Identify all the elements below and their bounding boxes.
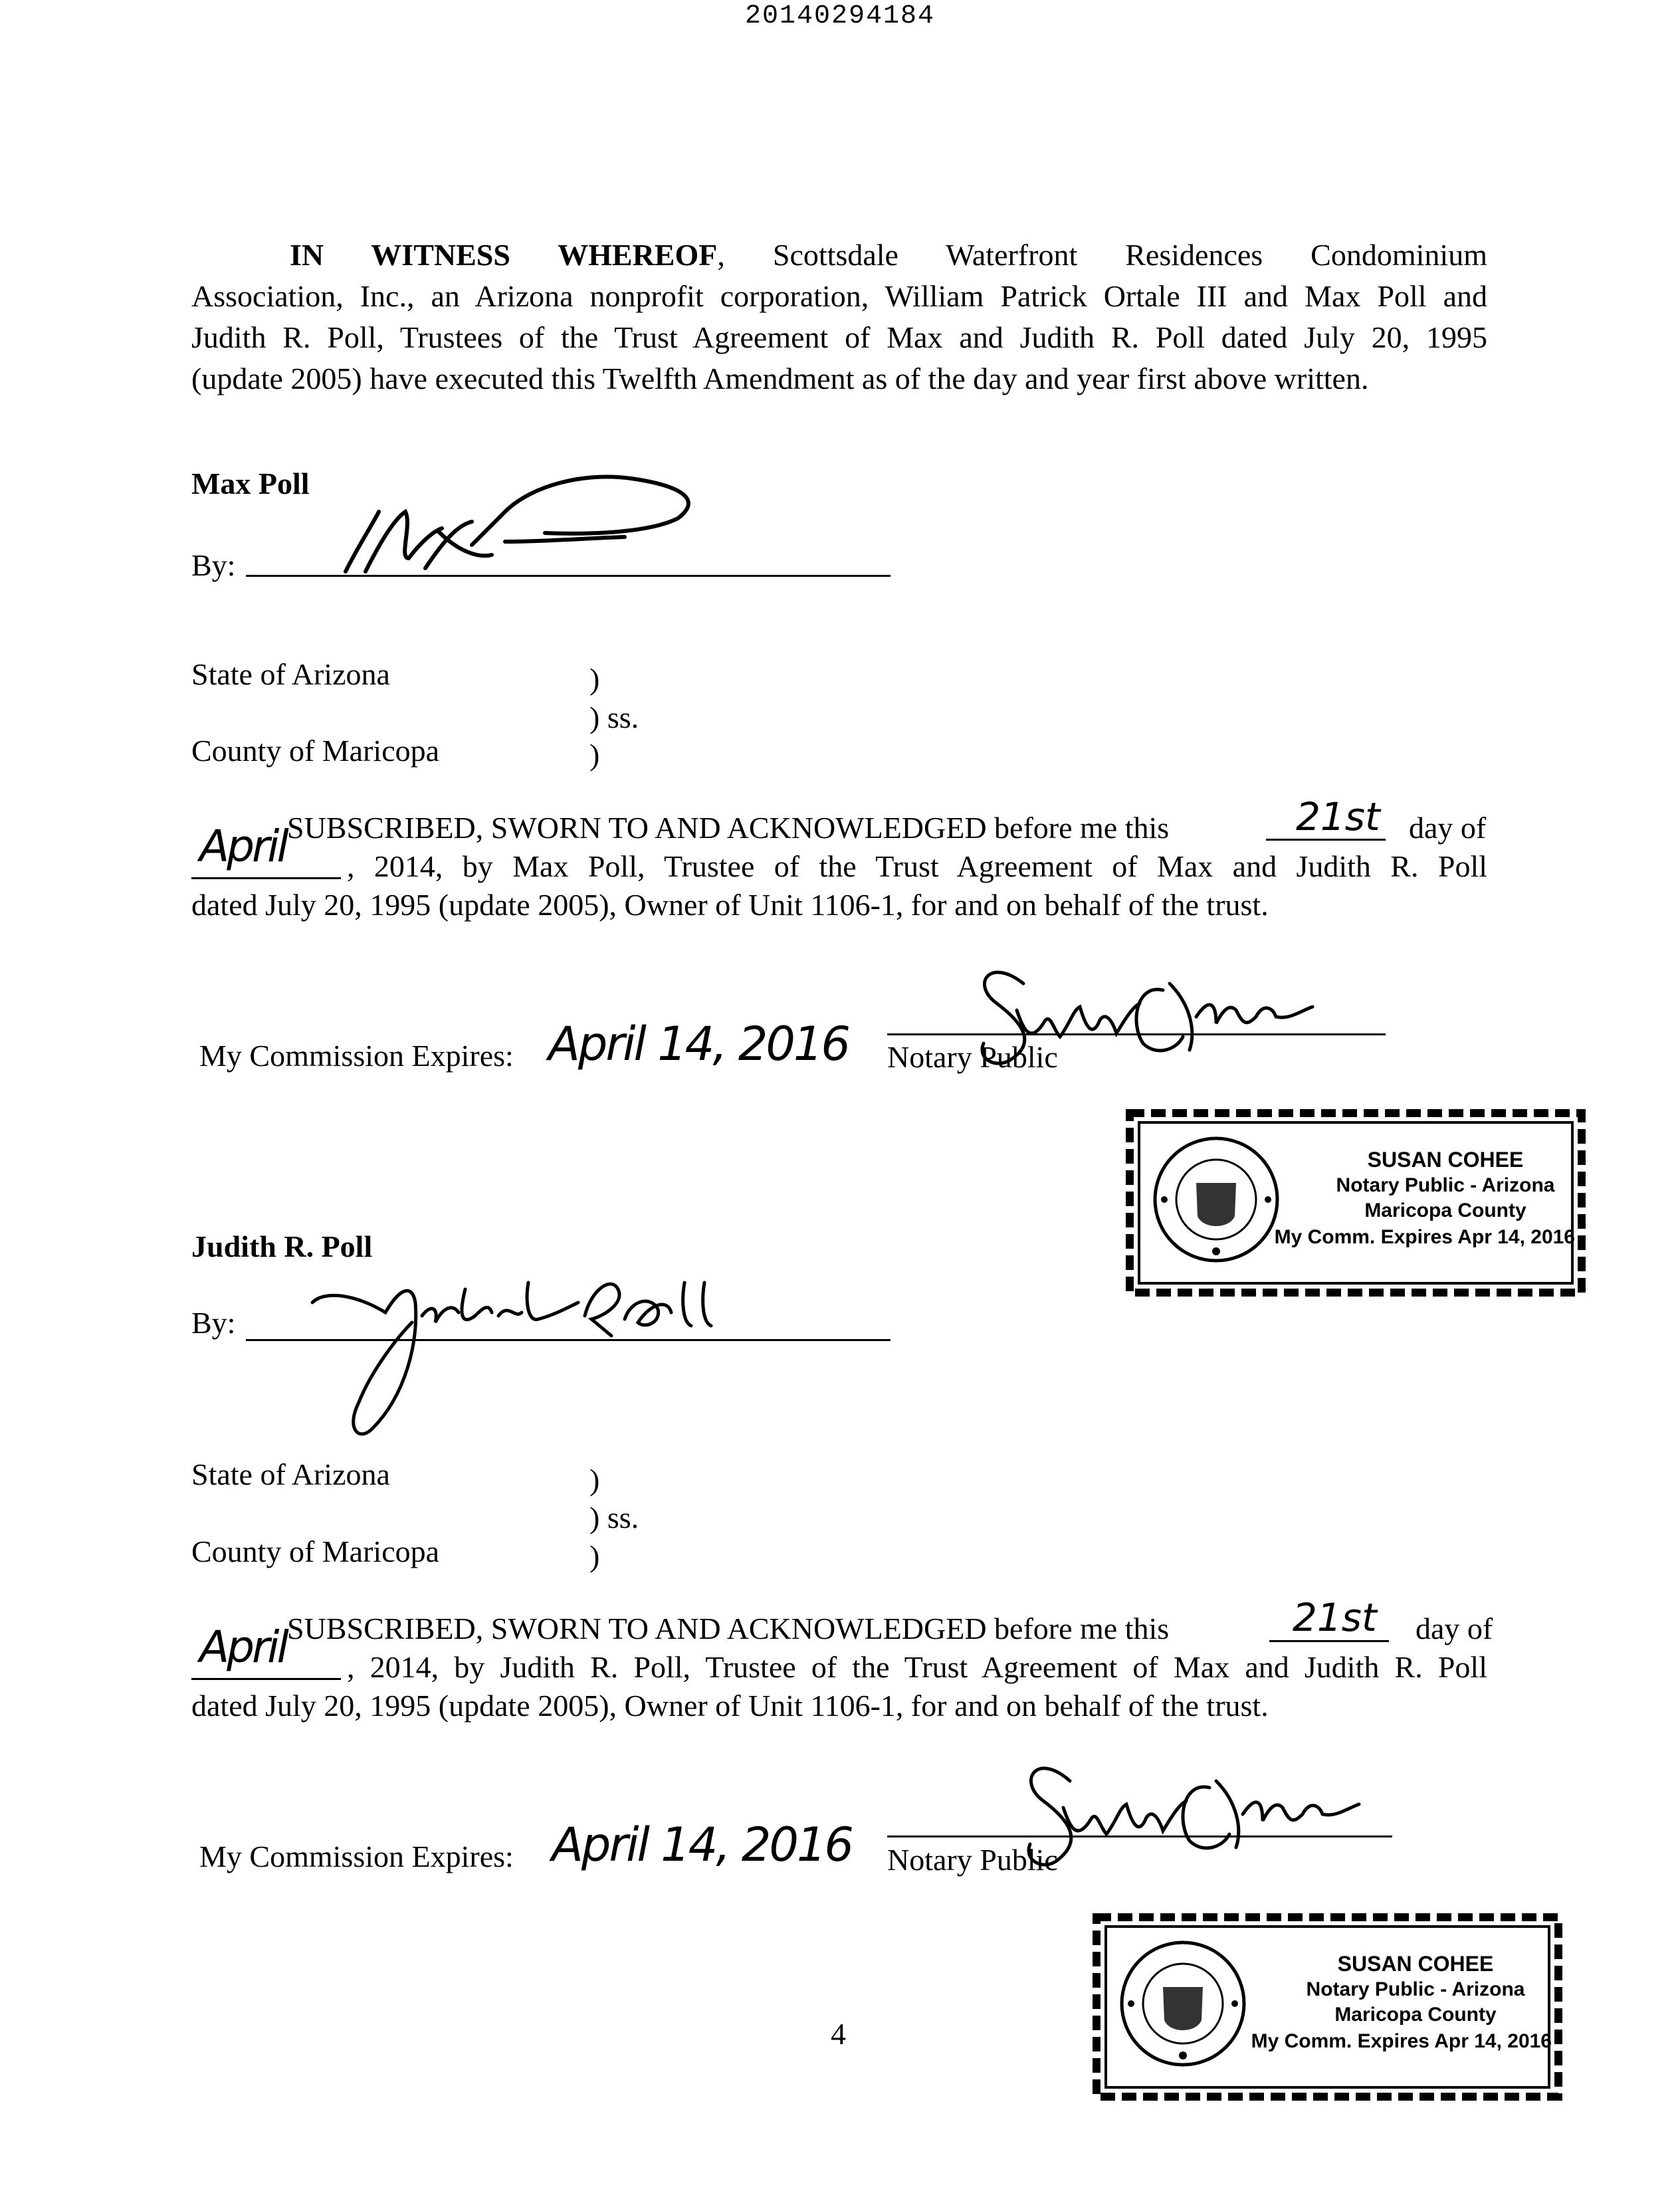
notary-signature xyxy=(944,944,1316,1077)
stamp-county: Maricopa County xyxy=(1364,1200,1526,1221)
county-label: County of Maricopa xyxy=(191,1534,440,1568)
day-of-label: day of xyxy=(1416,1612,1493,1645)
by-label: By: xyxy=(191,1306,236,1340)
commission-date-handwritten: April 14, 2016 xyxy=(552,1818,852,1872)
subscribed-line-2: , 2014, by Judith R. Poll, Trustee of the Trust Agreement of Max and Judith R. Poll xyxy=(347,1650,1487,1684)
stamp-title: Notary Public - Arizona xyxy=(1336,1174,1555,1196)
day-of-label: day of xyxy=(1409,811,1487,845)
paren: ) xyxy=(589,1539,600,1573)
stamp-name: SUSAN COHEE xyxy=(1337,1952,1494,1976)
day-blank xyxy=(1269,1640,1389,1642)
by-label: By: xyxy=(191,548,236,582)
ss-label: ) ss. xyxy=(589,700,639,734)
month-blank xyxy=(191,1678,341,1680)
stamp-name: SUSAN COHEE xyxy=(1367,1148,1524,1172)
stamp-expires: My Comm. Expires Apr 14, 2016 xyxy=(1251,2030,1552,2052)
document-number: 20140294184 xyxy=(744,1,936,31)
notary-public-label: Notary Public xyxy=(887,1843,1058,1877)
day-handwritten: 21st xyxy=(1293,1595,1377,1640)
witness-line-1-rest: , Scottsdale Waterfront Residences Condominium xyxy=(717,238,1487,272)
ss-label: ) ss. xyxy=(589,1501,639,1534)
paren: ) xyxy=(589,662,600,696)
month-handwritten: April xyxy=(199,1622,286,1673)
state-label: State of Arizona xyxy=(191,1457,390,1491)
commission-date-handwritten: April 14, 2016 xyxy=(548,1017,849,1071)
subscribed-line-1: SUBSCRIBED, SWORN TO AND ACKNOWLEDGED before me this xyxy=(287,811,1170,845)
signer-name-max-poll: Max Poll xyxy=(191,467,310,500)
page-number: 4 xyxy=(831,2017,846,2051)
county-label: County of Maricopa xyxy=(191,734,440,768)
stamp-county: Maricopa County xyxy=(1334,2004,1497,2026)
subscribed-line-2: , 2014, by Max Poll, Trustee of the Trust Agreement of Max and Judith R. Poll xyxy=(347,849,1487,883)
notary-stamp xyxy=(1090,1911,1565,2103)
state-label: State of Arizona xyxy=(191,657,390,691)
state-seal-icon xyxy=(1150,1133,1283,1266)
witness-paragraph xyxy=(191,235,1487,399)
stamp-title: Notary Public - Arizona xyxy=(1306,1978,1525,2000)
subscribed-line-3: dated July 20, 1995 (update 2005), Owner of Unit 1106-1, for and on behalf of the trust. xyxy=(191,1689,1269,1723)
notary-public-label: Notary Public xyxy=(887,1040,1058,1074)
paren: ) xyxy=(589,738,600,772)
max-poll-signature xyxy=(332,459,718,585)
stamp-expires: My Comm. Expires Apr 14, 2016 xyxy=(1274,1226,1575,1248)
witness-lead: IN WITNESS WHEREOF xyxy=(290,238,718,272)
month-handwritten: April xyxy=(199,821,286,872)
notary-signature xyxy=(990,1734,1362,1881)
state-seal-icon xyxy=(1116,1937,1249,2070)
witness-line-4: (update 2005) have executed this Twelfth Amendment as of the day and year first above written. xyxy=(191,362,1369,395)
commission-expires-label: My Commission Expires: xyxy=(199,1839,514,1873)
signer-name-judith-poll: Judith R. Poll xyxy=(191,1229,373,1263)
day-handwritten: 21st xyxy=(1296,794,1380,839)
subscribed-line-3: dated July 20, 1995 (update 2005), Owner of Unit 1106-1, for and on behalf of the trust. xyxy=(191,888,1269,922)
witness-line-2: Association, Inc., an Arizona nonprofit corporation, William Patrick Ortale III and Max Poll and xyxy=(191,279,1487,313)
witness-line-3: Judith R. Poll, Trustees of the Trust Agreement of Max and Judith R. Poll dated July 20, 1995 xyxy=(191,320,1487,354)
paren: ) xyxy=(589,1463,600,1497)
month-blank xyxy=(191,877,341,879)
notary-stamp xyxy=(1123,1106,1588,1299)
subscribed-line-1: SUBSCRIBED, SWORN TO AND ACKNOWLEDGED before me this xyxy=(287,1612,1170,1645)
judith-poll-signature xyxy=(299,1263,751,1449)
commission-expires-label: My Commission Expires: xyxy=(199,1039,514,1073)
witness-line-1 xyxy=(191,235,1487,276)
